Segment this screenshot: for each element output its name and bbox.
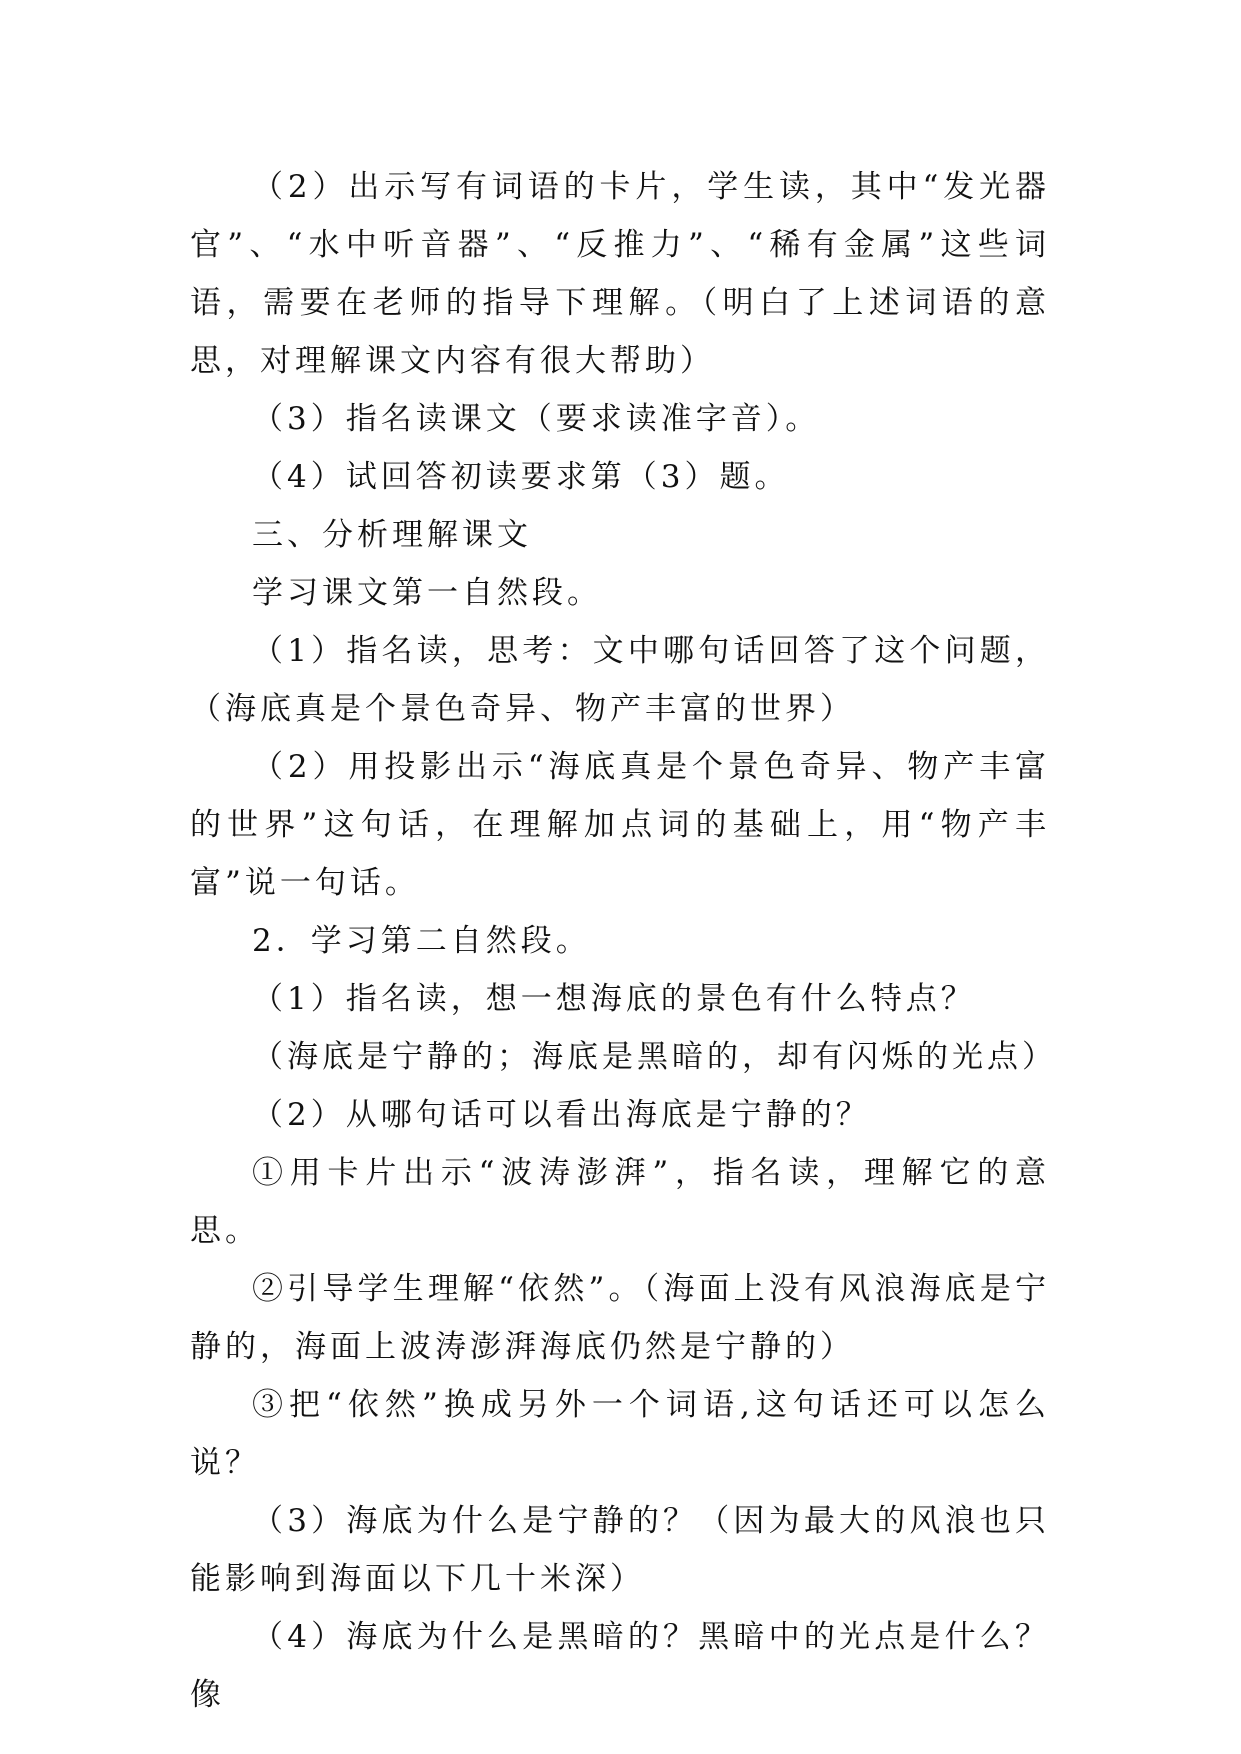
paragraph: 2．学习第二自然段。 <box>252 923 591 959</box>
paragraph: （2）用投影出示“海底真是个景色奇异、物产丰富的世界”这句话，在理解加点词的基础上，用“物产丰富”说一句话。 <box>190 749 1050 901</box>
paragraph: （2）出示写有词语的卡片，学生读，其中“发光器官”、“水中听音器”、“反推力”、“稀有金属”这些词语，需要在老师的指导下理解。（明白了上述词语的意思，对理解课文内容有很大帮助） <box>190 169 1050 379</box>
paragraph: （4）试回答初读要求第（3）题。 <box>252 459 790 495</box>
paragraph: （4）海底为什么是黑暗的？黑暗中的光点是什么？像 <box>190 1619 1050 1713</box>
paragraph: （3）海底为什么是宁静的？（因为最大的风浪也只能影响到海面以下几十米深） <box>190 1503 1050 1597</box>
section-heading: 三、分析理解课文 <box>252 517 532 553</box>
paragraph: （1）指名读，想一想海底的景色有什么特点？ <box>252 981 976 1017</box>
paragraph: （3）指名读课文（要求读准字音）。 <box>252 401 821 437</box>
paragraph: 学习课文第一自然段。 <box>252 575 602 611</box>
paragraph: ①用卡片出示“波涛澎湃”，指名读，理解它的意思。 <box>190 1155 1050 1249</box>
paragraph: （1）指名读，思考：文中哪句话回答了这个问题，（海底真是个景色奇异、物产丰富的世界） <box>190 633 1050 727</box>
paragraph: （海底是宁静的；海底是黑暗的，却有闪烁的光点） <box>252 1039 1057 1075</box>
paragraph: ②引导学生理解“依然”。（海面上没有风浪海底是宁静的，海面上波涛澎湃海底仍然是宁静的） <box>190 1271 1050 1365</box>
paragraph: ③把“依然”换成另外一个词语,这句话还可以怎么说？ <box>190 1387 1050 1481</box>
document-page <box>190 158 1057 1724</box>
paragraph: （2）从哪句话可以看出海底是宁静的？ <box>252 1097 871 1133</box>
